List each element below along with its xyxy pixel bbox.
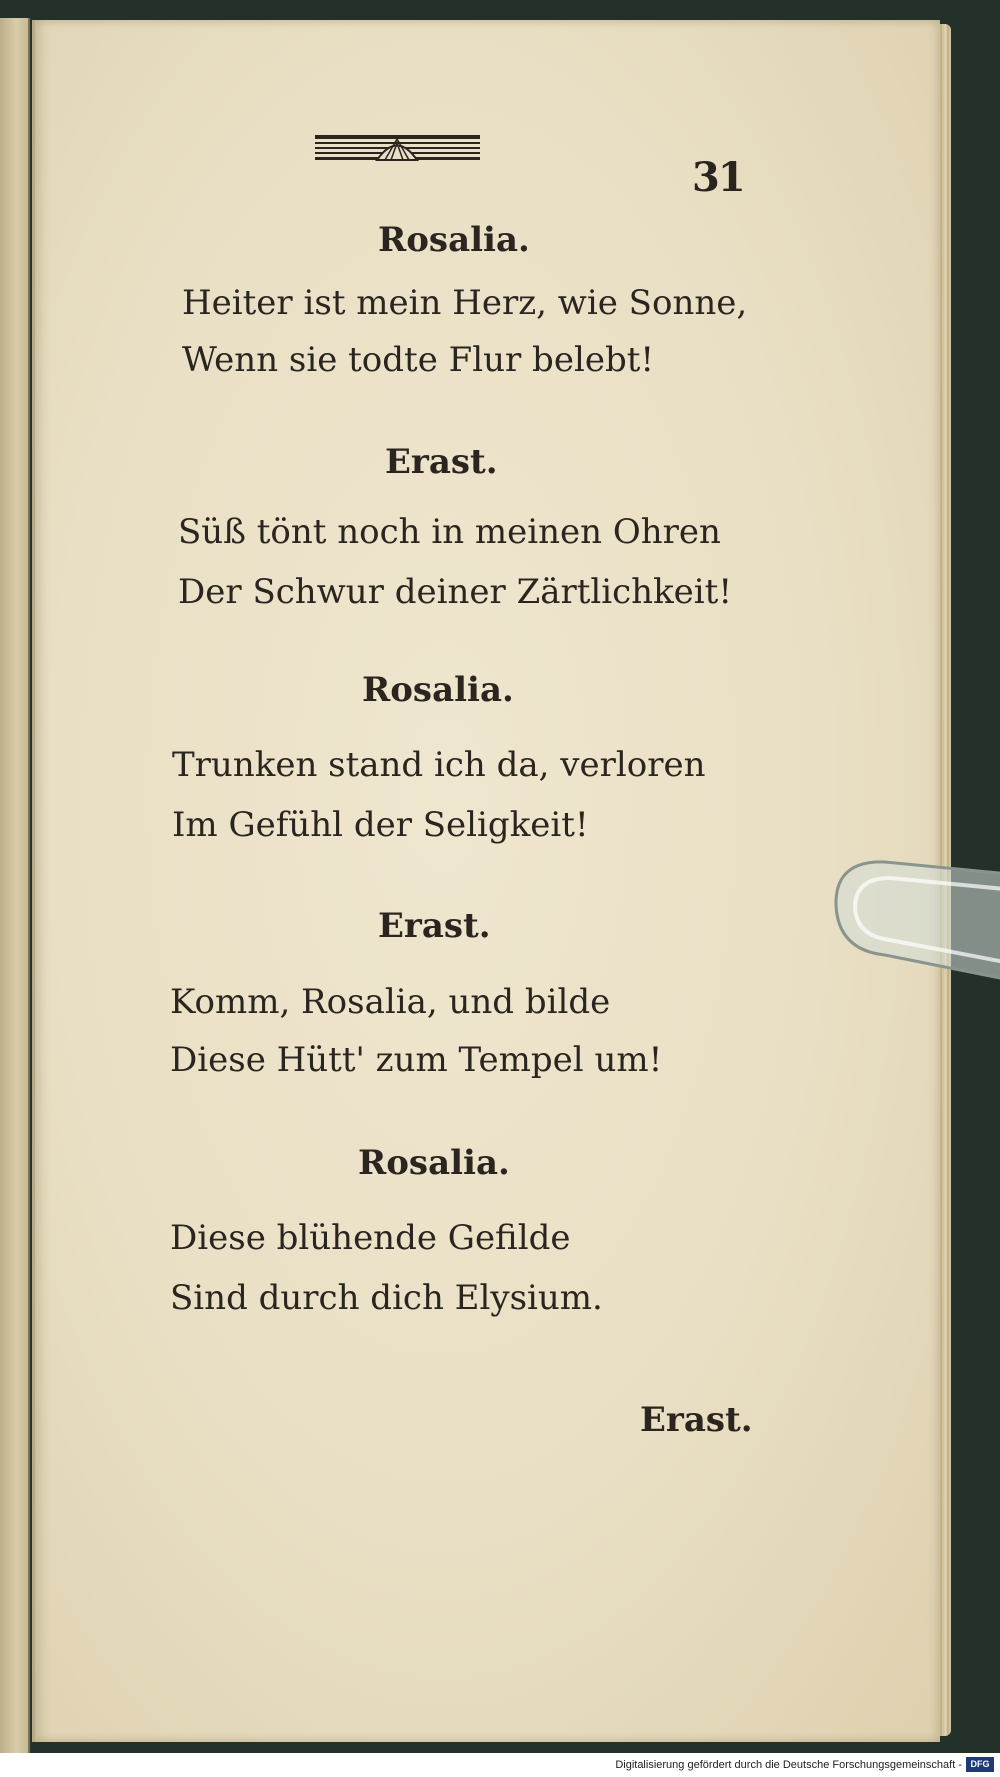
speaker-name: Rosalia.: [378, 220, 530, 260]
speaker-name: Erast.: [385, 442, 498, 482]
speaker-name: Rosalia.: [358, 1143, 510, 1183]
funding-credit: Digitalisierung gefördert durch die Deutsche Forschungsgemeinschaft -: [615, 1759, 962, 1771]
verse-line: Im Gefühl der Seligkeit!: [172, 805, 589, 845]
verse-line: Diese blühende Gefilde: [170, 1218, 571, 1258]
verse-line: Heiter ist mein Herz, wie Sonne,: [182, 283, 748, 323]
glass-page-weight: [830, 860, 1000, 985]
verse-line: Diese Hütt' zum Tempel um!: [170, 1040, 663, 1080]
verse-line: Komm, Rosalia, und bilde: [170, 982, 611, 1022]
dfg-logo-icon: DFG: [966, 1757, 994, 1772]
verse-line: Süß tönt noch in meinen Ohren: [178, 512, 721, 552]
page-number: 31: [692, 154, 744, 201]
speaker-name: Erast.: [378, 906, 491, 946]
speaker-name: Rosalia.: [362, 670, 514, 710]
verse-line: Sind durch dich Elysium.: [170, 1278, 603, 1318]
verse-line: Wenn sie todte Flur belebt!: [182, 340, 655, 380]
header-ornament-icon: [315, 133, 480, 163]
book-page: [32, 20, 940, 1742]
verse-line: Trunken stand ich da, verloren: [172, 745, 706, 785]
catchword: Erast.: [640, 1400, 753, 1440]
verse-line: Der Schwur deiner Zärtlichkeit!: [178, 572, 732, 612]
facing-page-edge: [0, 18, 30, 1753]
